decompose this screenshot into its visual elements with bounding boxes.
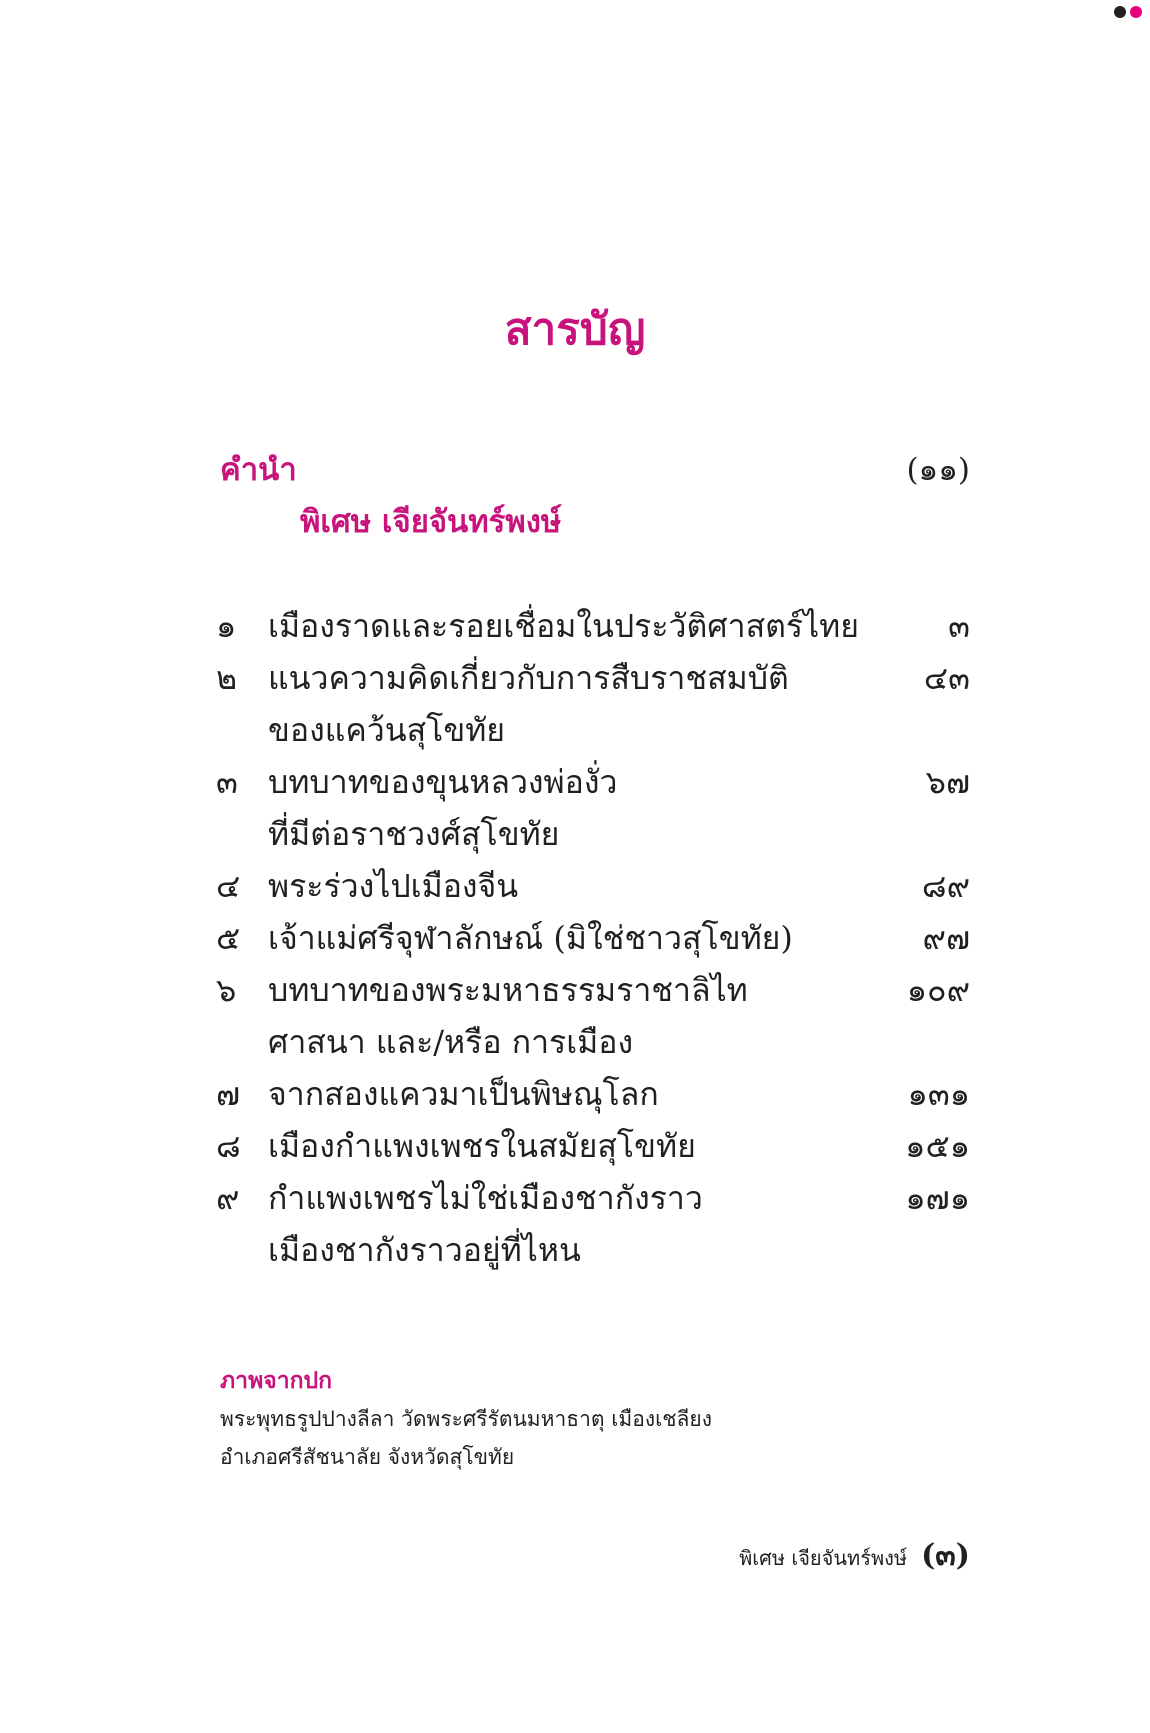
chapter-title-line: จากสองแควมาเป็นพิษณุโลก xyxy=(268,1075,659,1113)
preface-page-number: (๑๑) xyxy=(906,452,970,488)
toc-entry xyxy=(216,600,970,652)
cover-credit-line: อำเภอศรีสัชนาลัย จังหวัดสุโขทัย xyxy=(220,1445,515,1469)
chapter-title xyxy=(268,1120,860,1172)
chapter-title xyxy=(268,1068,860,1120)
chapter-title-line: กำแพงเพชรไม่ใช่เมืองชากังราว xyxy=(268,1179,703,1217)
chapter-number: ๘ xyxy=(216,1127,241,1165)
toc-entry xyxy=(216,1172,970,1276)
chapter-title-line: เจ้าแม่ศรีจุฬาลักษณ์ (มิใช่ชาวสุโขทัย) xyxy=(268,919,793,957)
toc-entry xyxy=(216,652,970,756)
toc-entry xyxy=(216,860,970,912)
chapter-title-line: บทบาทของพระมหาธรรมราชาลิไท xyxy=(268,971,748,1009)
chapter-title-line: ของแคว้นสุโขทัย xyxy=(268,711,506,749)
chapter-page-number: ๖๗ xyxy=(925,763,970,801)
chapter-page-number: ๔๓ xyxy=(923,659,970,697)
chapter-title-line: เมืองกำแพงเพชรในสมัยสุโขทัย xyxy=(268,1127,696,1165)
chapter-number: ๔ xyxy=(216,867,241,905)
chapter-number: ๓ xyxy=(216,763,238,801)
chapter-number: ๙ xyxy=(216,1179,240,1217)
chapter-title-line: ที่มีต่อราชวงศ์สุโขทัย xyxy=(268,815,560,853)
footer-page-number: (๓) xyxy=(921,1538,970,1573)
chapter-title-line: เมืองชากังราวอยู่ที่ไหน xyxy=(268,1231,581,1269)
chapter-title xyxy=(268,652,860,756)
cover-credit-line: พระพุทธรูปปางลีลา วัดพระศรีรัตนมหาธาตุ เมืองเชลียง xyxy=(220,1407,712,1431)
chapter-number: ๗ xyxy=(216,1075,241,1113)
toc-entry xyxy=(216,1120,970,1172)
pink-dot-icon xyxy=(1130,6,1142,18)
chapter-title-line: เมืองราดและรอยเชื่อมในประวัติศาสตร์ไทย xyxy=(268,607,860,645)
chapter-title-line: แนวความคิดเกี่ยวกับการสืบราชสมบัติ xyxy=(268,659,789,697)
chapter-title xyxy=(268,964,860,1068)
preface-author: พิเศษ เจียจันทร์พงษ์ xyxy=(300,504,562,540)
page-footer xyxy=(739,1532,970,1579)
chapter-page-number: ๑๕๑ xyxy=(905,1127,970,1165)
chapter-number: ๕ xyxy=(216,919,241,957)
chapter-title xyxy=(268,1172,860,1276)
chapter-page-number: ๑๓๑ xyxy=(907,1075,970,1113)
footer-author: พิเศษ เจียจันทร์พงษ์ xyxy=(739,1546,908,1570)
chapter-title-line: ศาสนา และ/หรือ การเมือง xyxy=(268,1023,634,1061)
toc-entry xyxy=(216,912,970,964)
cover-credit-heading: ภาพจากปก xyxy=(220,1367,333,1394)
chapter-number: ๒ xyxy=(216,659,238,697)
toc-entry xyxy=(216,1068,970,1120)
dark-dot-icon xyxy=(1114,6,1126,18)
chapter-title-line: พระร่วงไปเมืองจีน xyxy=(268,867,519,905)
chapter-number: ๑ xyxy=(216,607,237,645)
chapter-number: ๖ xyxy=(216,971,237,1009)
chapter-page-number: ๑๗๑ xyxy=(905,1179,970,1217)
page-title: สารบัญ xyxy=(504,304,646,355)
chapter-page-number: ๓ xyxy=(948,607,970,645)
corner-dots xyxy=(1114,6,1142,18)
chapter-page-number: ๑๐๙ xyxy=(906,971,970,1009)
chapter-title xyxy=(268,600,860,652)
chapter-title xyxy=(268,756,860,860)
toc-entry xyxy=(216,756,970,860)
chapter-title xyxy=(268,912,860,964)
chapter-title xyxy=(268,860,860,912)
preface-label: คำนำ xyxy=(220,452,297,488)
chapter-page-number: ๙๗ xyxy=(922,919,970,957)
chapter-page-number: ๘๙ xyxy=(921,867,970,905)
toc-entry xyxy=(216,964,970,1068)
chapter-title-line: บทบาทของขุนหลวงพ่องั่ว xyxy=(268,763,618,801)
table-of-contents xyxy=(216,600,970,1276)
